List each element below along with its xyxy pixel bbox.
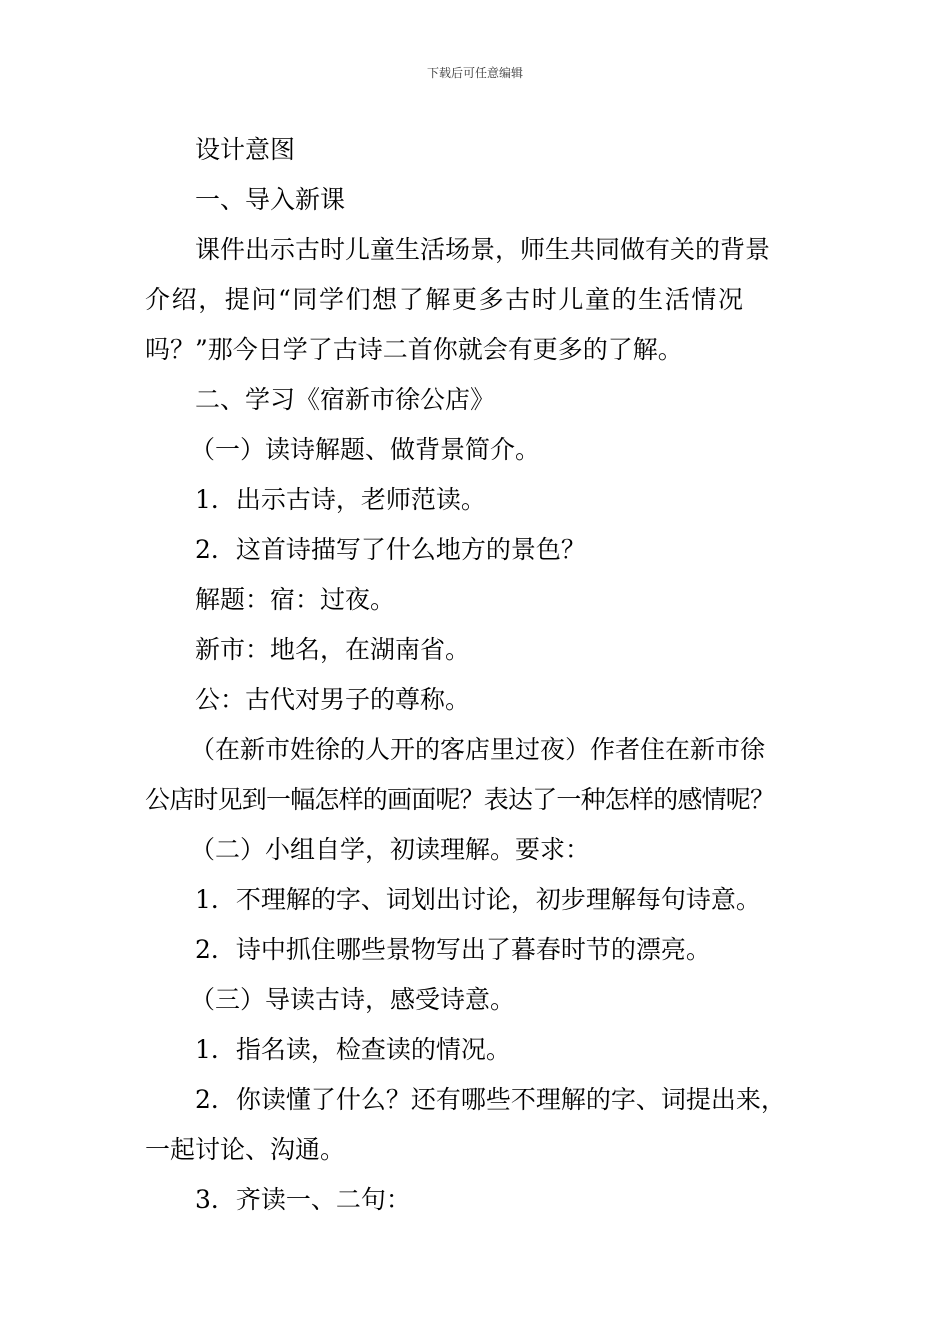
paragraph-line: 课件出示古时儿童生活场景，师生共同做有关的背景 bbox=[195, 235, 771, 264]
paragraph-line: 一起讨论、沟通。 bbox=[145, 1135, 346, 1164]
list-item: 1．出示古诗，老师范读。 bbox=[195, 485, 486, 514]
section-heading: 一、导入新课 bbox=[195, 185, 346, 214]
subsection-heading: （二）小组自学，初读理解。要求： bbox=[190, 835, 591, 864]
page-header: 下载后可任意编辑 bbox=[426, 66, 523, 80]
list-item: 3．齐读一、二句： bbox=[195, 1185, 411, 1214]
list-item: 2．这首诗描写了什么地方的景色？ bbox=[195, 535, 586, 564]
subsection-heading: （三）导读古诗，感受诗意。 bbox=[190, 985, 516, 1014]
paragraph-line: 公店时见到一幅怎样的画面呢？表达了一种怎样的感情呢？ bbox=[145, 785, 775, 814]
paragraph-line: 新市：地名，在湖南省。 bbox=[195, 635, 471, 664]
paragraph-line: 公：古代对男子的尊称。 bbox=[195, 685, 471, 714]
list-item: 1．指名读，检查读的情况。 bbox=[195, 1035, 511, 1064]
section-heading: 二、学习《宿新市徐公店》 bbox=[195, 385, 496, 414]
paragraph-line: 介绍，提问“同学们想了解更多古时儿童的生活情况 bbox=[145, 285, 745, 314]
list-item: 2．诗中抓住哪些景物写出了暮春时节的漂亮。 bbox=[195, 935, 711, 964]
paragraph-line: 吗？”那今日学了古诗二首你就会有更多的了解。 bbox=[145, 335, 683, 364]
list-item: 2．你读懂了什么？还有哪些不理解的字、词提出来， bbox=[195, 1085, 786, 1114]
paragraph-line: 解题：宿：过夜。 bbox=[195, 585, 396, 614]
paragraph-line: （在新市姓徐的人开的客店里过夜）作者住在新市徐 bbox=[190, 735, 766, 764]
subsection-heading: （一）读诗解题、做背景简介。 bbox=[190, 435, 541, 464]
section-heading: 设计意图 bbox=[195, 135, 296, 164]
list-item: 1．不理解的字、词划出讨论，初步理解每句诗意。 bbox=[195, 885, 761, 914]
